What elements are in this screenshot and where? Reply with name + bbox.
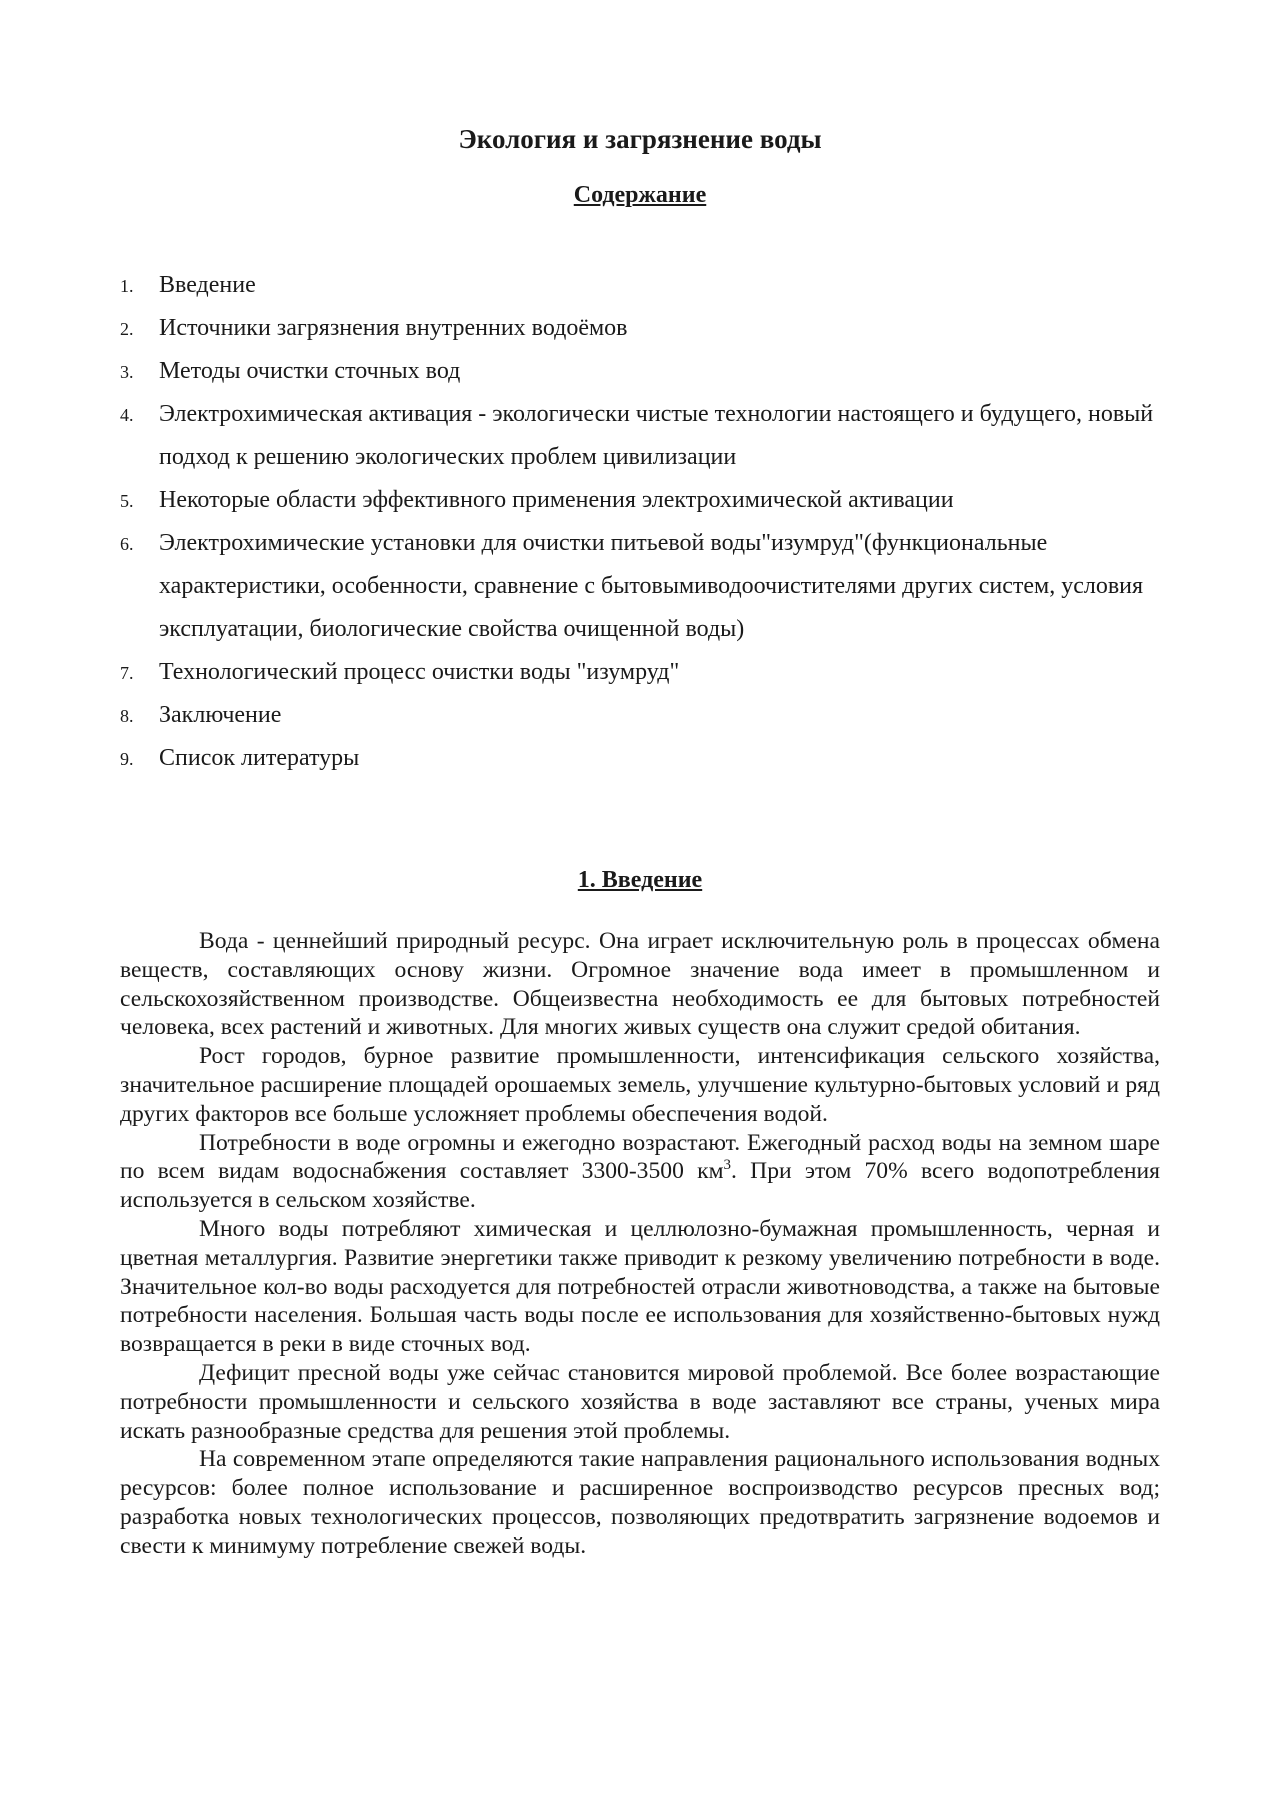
toc-item-number: 2. — [120, 319, 134, 339]
body-text — [120, 927, 1160, 1561]
toc-item-text: Источники загрязнения внутренних водоёмов — [159, 315, 628, 341]
paragraph: На современном этапе определяются такие направления рационального использования водных ресурсов: более полное использование и расширенное воспроизводство ресурсов пресных вод; разработка новых технологических процессов, позволяющих предотвратить загрязнение водоемов и свести к минимуму потребление свежей воды. — [120, 1446, 1160, 1559]
toc-item-number: 9. — [120, 749, 134, 769]
toc-item-number: 7. — [120, 663, 134, 683]
section-heading: 1. Введение — [577, 867, 703, 893]
toc-item-text: Электрохимическая активация - экологически чистые технологии настоящего и будущего, новый подход к решению экологических проблем цивилизации — [159, 401, 1154, 470]
toc-item-number: 5. — [120, 491, 134, 511]
toc-item-text: Список литературы — [159, 745, 360, 771]
toc-item — [120, 350, 1180, 393]
toc-item — [120, 479, 1180, 522]
toc-item-number: 1. — [120, 276, 134, 296]
toc-item — [120, 522, 1180, 651]
toc-item-text: Технологический процесс очистки воды "изумруд" — [159, 659, 680, 685]
toc-item-text: Заключение — [159, 702, 282, 728]
paragraph-text: Потребности в воде огромны и ежегодно возрастают. Ежегодный расход воды на земном шаре по всем видам водоснабжения составляет 3300-3500 км — [120, 1129, 1160, 1185]
paragraph — [120, 1129, 1160, 1215]
toc-item-number: 4. — [120, 405, 134, 425]
superscript: 3 — [723, 1157, 732, 1174]
toc-item-text: Методы очистки сточных вод — [159, 358, 461, 384]
toc-item — [120, 651, 1180, 694]
toc-item-text: Введение — [159, 272, 256, 298]
paragraph-text: . При этом 70% всего водопотребления используется в сельском хозяйстве. — [120, 1158, 1160, 1214]
paragraph: Дефицит пресной воды уже сейчас становится мировой проблемой. Все более возрастающие потребности промышленности и сельского хозяйства в воде заставляют все страны, ученых мира искать разнообразные средства для решения этой проблемы. — [120, 1359, 1160, 1444]
toc-item-number: 8. — [120, 706, 134, 726]
toc-item-text: Некоторые области эффективного применения электрохимической активации — [159, 487, 954, 513]
paragraph: Много воды потребляют химическая и целлюлозно-бумажная промышленность, черная и цветная металлургия. Развитие энергетики также приводит к резкому увеличению потребности в воде. Значительное кол-во воды расходуется для потребностей отрасли животноводства, а также на бытовые потребности населения. Большая часть воды после ее использования для хозяйственно-бытовых нужд возвращается в реки в виде сточных вод. — [120, 1215, 1160, 1358]
document-title: Экология и загрязнение воды — [458, 124, 822, 154]
toc-item-text: Электрохимические установки для очистки питьевой воды"изумруд"(функциональные характеристики, особенности, сравнение с бытовымиводоочистителями других систем, условия эксплуатации, биологические свойства очищенной воды) — [159, 530, 1144, 642]
paragraph: Рост городов, бурное развитие промышленности, интенсификация сельского хозяйства, значительное расширение площадей орошаемых земель, улучшение культурно-бытовых условий и ряд других факторов все больше усложняет проблемы обеспечения водой. — [120, 1043, 1160, 1127]
toc-item — [120, 737, 1180, 780]
toc-heading: Содержание — [573, 182, 707, 208]
toc-item — [120, 393, 1180, 479]
table-of-contents — [120, 264, 1180, 780]
toc-item — [120, 694, 1180, 737]
toc-item — [120, 264, 1180, 307]
toc-item-number: 3. — [120, 362, 134, 382]
toc-item-number: 6. — [120, 534, 134, 554]
toc-item — [120, 307, 1180, 350]
paragraph: Вода - ценнейший природный ресурс. Она играет исключительную роль в процессах обмена веществ, составляющих основу жизни. Огромное значение вода имеет в промышленном и сельскохозяйственном производстве. Общеизвестна необходимость ее для бытовых потребностей человека, всех растений и животных. Для многих живых существ она служит средой обитания. — [120, 928, 1160, 1041]
